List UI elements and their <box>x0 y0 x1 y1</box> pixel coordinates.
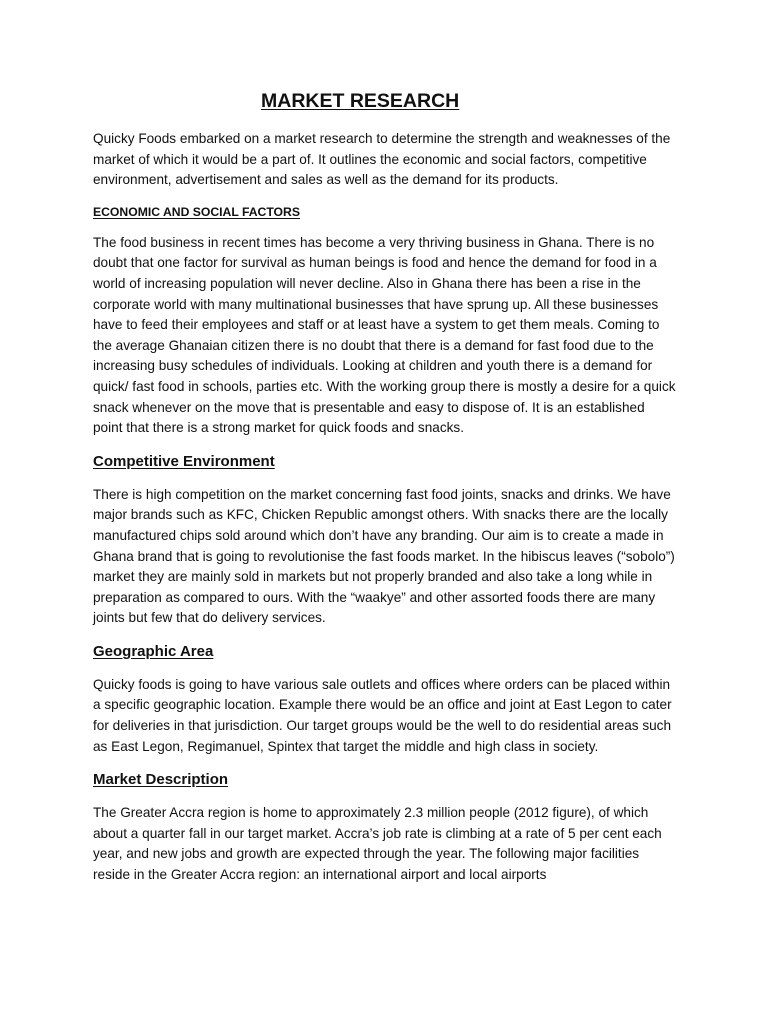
document-content <box>93 88 677 886</box>
competitive-environment-paragraph: There is high competition on the market concerning fast food joints, snacks and drinks. We have major brands such as KFC, Chicken Republic amongst others. With snacks there are the locally manufactured chips sold around which don’t have any branding. Our aim is to create a made in Ghana brand that is going to revolutionise the fast foods market. In the hibiscus leaves (“sobolo”) market they are mainly sold in markets but not properly branded and also take a long while in preparation as compared to ours. With the “waakye” and other assorted foods there are many joints but few that do delivery services. <box>93 486 675 626</box>
section-heading-geographic-area: Geographic Area <box>93 642 214 660</box>
page-title: MARKET RESEARCH <box>261 90 460 112</box>
intro-paragraph: Quicky Foods embarked on a market research to determine the strength and weaknesses of the market of which it would be a part of. It outlines the economic and social factors, competitive environment, advertisement and sales as well as the demand for its products. <box>93 131 671 188</box>
section-heading-competitive-environment: Competitive Environment <box>93 452 275 470</box>
section-heading-economic-social-factors: ECONOMIC AND SOCIAL FACTORS <box>93 204 300 219</box>
market-description-paragraph: The Greater Accra region is home to approximately 2.3 million people (2012 figure), of which about a quarter fall in our target market. Accra’s job rate is climbing at a rate of 5 per cent each year, and new jobs and growth are expected through the year. The following major facilities reside in the Greater Accra region: an international airport and local airports <box>93 805 662 883</box>
economic-social-factors-paragraph: The food business in recent times has become a very thriving business in Ghana. There is no doubt that one factor for survival as human beings is food and hence the demand for food in a world of increasing population will never decline. Also in Ghana there has been a rise in the corporate world with many multinational businesses that have sprung up. All these businesses have to feed their employees and staff or at least have a system to get them meals. Coming to the average Ghanaian citizen there is no doubt that there is a demand for fast food due to the increasing busy schedules of individuals. Looking at children and youth there is a demand for quick/ fast food in schools, parties etc. With the working group there is mostly a desire for a quick snack whenever on the move that is presentable and easy to dispose of. It is an established point that there is a strong market for quick foods and snacks. <box>93 234 676 436</box>
section-heading-market-description: Market Description <box>93 771 229 789</box>
geographic-area-paragraph: Quicky foods is going to have various sale outlets and offices where orders can be placed within a specific geographic location. Example there would be an office and joint at East Legon to cater for deliveries in that jurisdiction. Our target groups would be the well to do residential areas such as East Legon, Regimanuel, Spintex that target the middle and high class in society. <box>93 676 672 754</box>
